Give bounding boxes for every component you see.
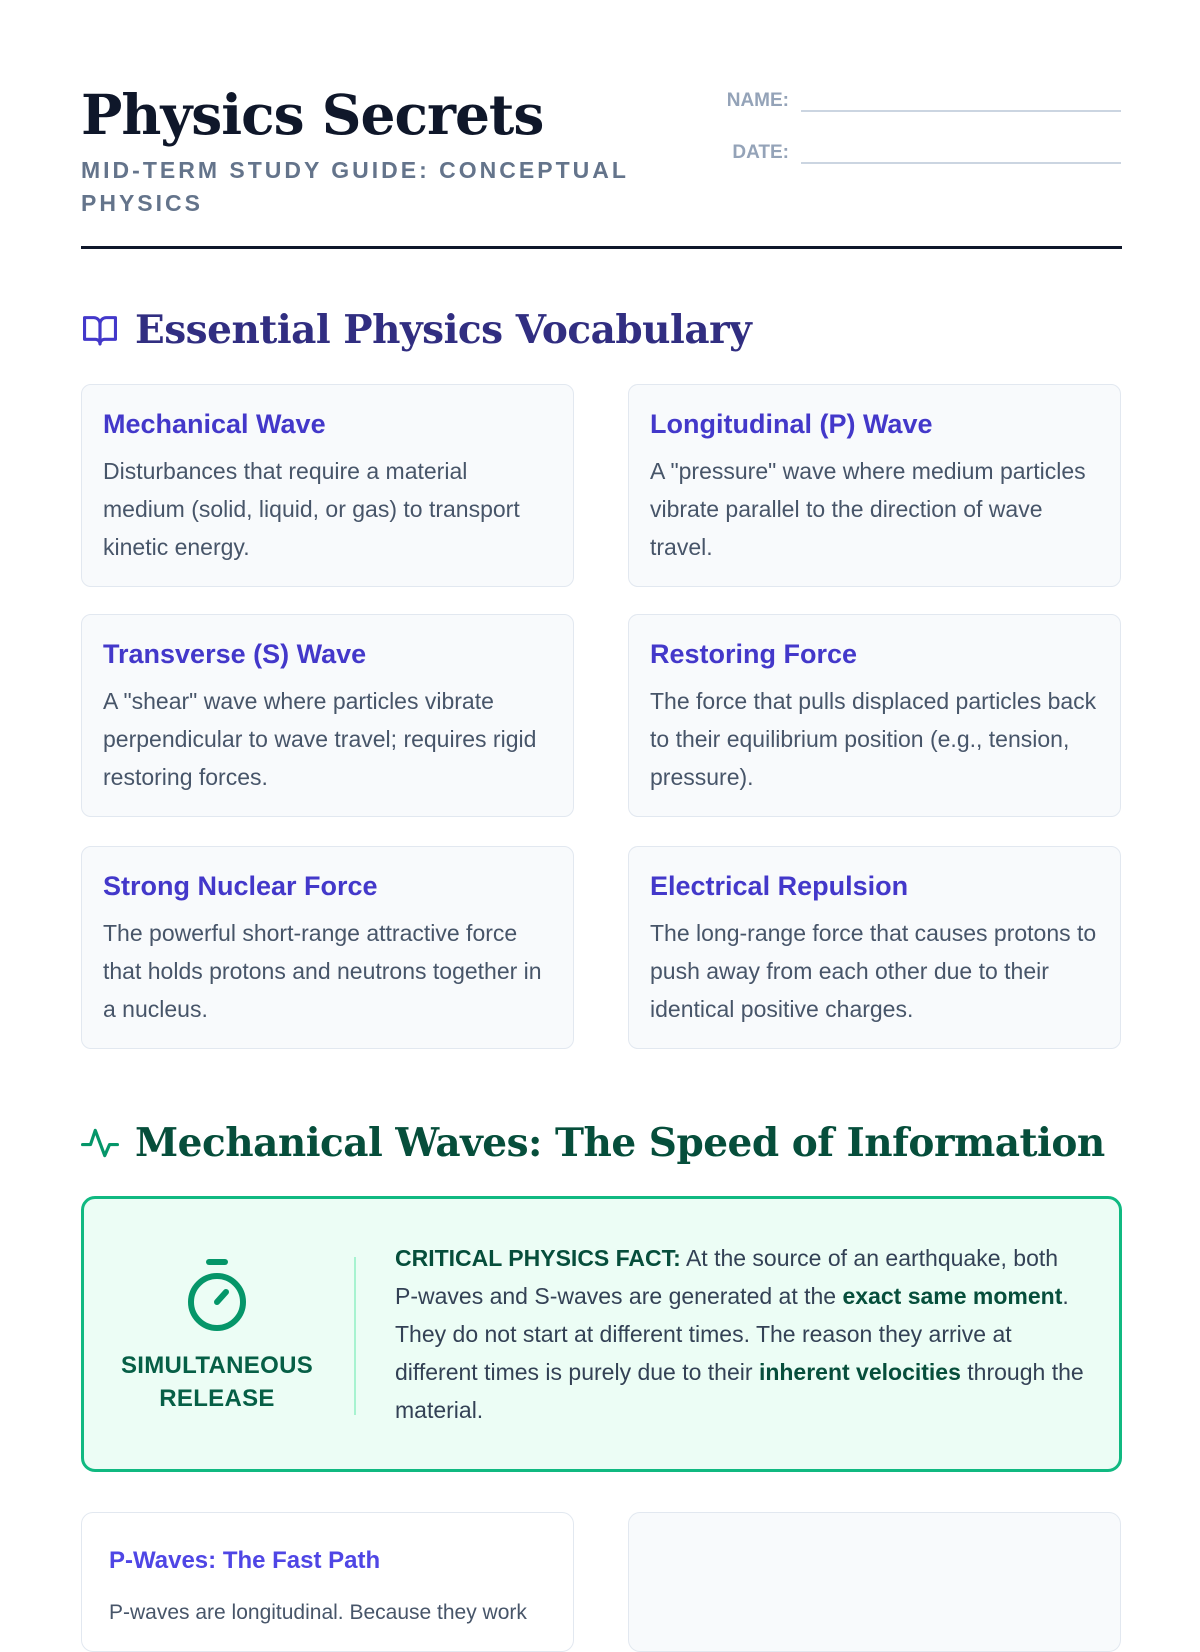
vocab-definition: The long-range force that causes protons to push away from each other due to their identical positive charges. bbox=[650, 920, 1097, 1022]
vocab-term: Electrical Repulsion bbox=[650, 871, 909, 901]
vocab-term: Strong Nuclear Force bbox=[103, 871, 378, 901]
p-wave-title: P-Waves: The Fast Path bbox=[109, 1547, 381, 1574]
date-line[interactable] bbox=[801, 142, 1121, 164]
waves-heading: Mechanical Waves: The Speed of Information bbox=[135, 1120, 1105, 1166]
vocab-card bbox=[81, 614, 574, 817]
critical-fact-box bbox=[81, 1196, 1122, 1472]
name-field[interactable] bbox=[711, 90, 1121, 112]
fact-text-part: At the source of an earthquake, both P-waves and S-waves are generated at the bbox=[395, 1245, 1059, 1309]
page-title: Physics Secrets bbox=[81, 82, 544, 147]
fact-text bbox=[395, 1239, 1085, 1429]
fact-text-part: . They do not start at different times. The reason they arrive at different times is purely due to their bbox=[395, 1283, 1069, 1385]
stopwatch-icon bbox=[184, 1257, 250, 1333]
vocab-section-heading bbox=[81, 307, 751, 353]
vocab-definition: The force that pulls displaced particles back to their equilibrium position (e.g., tension, pressure). bbox=[650, 688, 1097, 790]
fact-badge-label: SIMULTANEOUS RELEASE bbox=[120, 1352, 314, 1412]
date-field[interactable] bbox=[711, 142, 1121, 164]
name-line[interactable] bbox=[801, 90, 1121, 112]
vocab-definition: Disturbances that require a material medium (solid, liquid, or gas) to transport kinetic energy. bbox=[103, 458, 520, 560]
fact-badge bbox=[106, 1257, 328, 1415]
date-label: DATE: bbox=[732, 142, 789, 163]
empty-card bbox=[628, 1512, 1121, 1652]
p-wave-text: P-waves are longitudinal. Because they work bbox=[109, 1601, 527, 1624]
fact-emphasis: inherent velocities bbox=[758, 1359, 961, 1385]
fact-divider bbox=[354, 1257, 356, 1415]
name-label: NAME: bbox=[726, 90, 789, 111]
vocab-card bbox=[628, 614, 1121, 817]
page-header bbox=[81, 78, 1122, 249]
vocab-card bbox=[628, 846, 1121, 1049]
vocab-term: Transverse (S) Wave bbox=[103, 639, 367, 669]
vocab-definition: A "pressure" wave where medium particles vibrate parallel to the direction of wave travel. bbox=[650, 458, 1086, 560]
open-book-icon bbox=[81, 311, 119, 349]
vocab-card bbox=[628, 384, 1121, 587]
pulse-icon bbox=[81, 1124, 119, 1162]
vocab-definition: A "shear" wave where particles vibrate perpendicular to wave travel; requires rigid restoring forces. bbox=[103, 688, 537, 790]
vocab-definition: The powerful short-range attractive force that holds protons and neutrons together in a nucleus. bbox=[103, 920, 542, 1022]
waves-section-heading bbox=[81, 1120, 1105, 1166]
vocab-term: Longitudinal (P) Wave bbox=[650, 409, 933, 439]
page-subtitle: MID-TERM STUDY GUIDE: CONCEPTUAL PHYSICS bbox=[81, 157, 629, 216]
vocab-card bbox=[81, 846, 574, 1049]
vocab-card bbox=[81, 384, 574, 587]
vocab-heading: Essential Physics Vocabulary bbox=[135, 307, 752, 353]
vocab-term: Restoring Force bbox=[650, 639, 858, 669]
fact-emphasis: exact same moment bbox=[842, 1283, 1063, 1309]
vocab-term: Mechanical Wave bbox=[103, 409, 326, 439]
fact-text-part: through the material. bbox=[395, 1359, 1084, 1423]
fact-lead: CRITICAL PHYSICS FACT: bbox=[395, 1245, 681, 1271]
p-wave-card bbox=[81, 1512, 574, 1652]
